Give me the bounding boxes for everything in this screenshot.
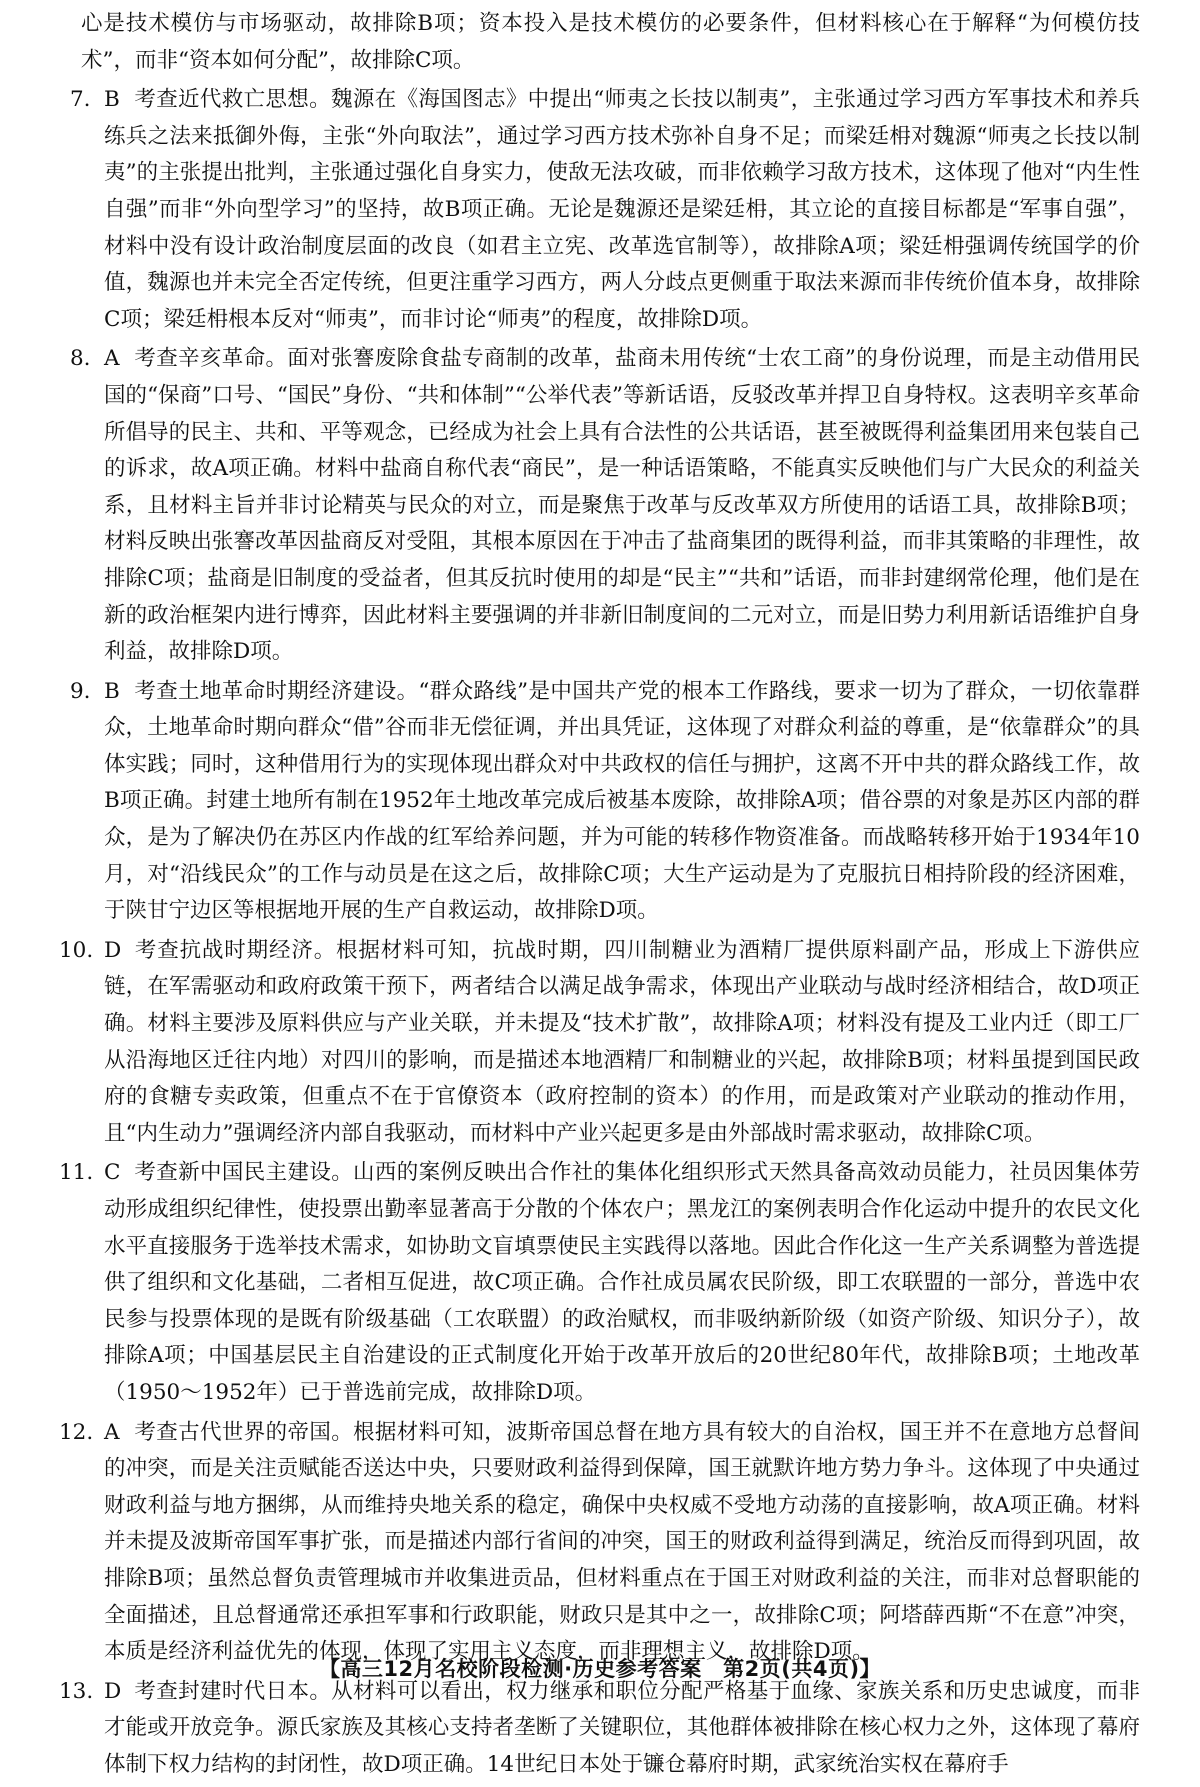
continuation-paragraph: 心是技术模仿与市场驱动，故排除B项；资本投入是技术模仿的必要条件，但材料核心在于解释“为何模仿技术”，而非“资本如何分配”，故排除C项。 bbox=[81, 11, 1140, 73]
answer-item-8 bbox=[70, 341, 1140, 670]
item-text: 考查辛亥革命。面对张謇废除食盐专商制的改革，盐商未用传统“士农工商”的身份说理，而是主动借用民国的“保商”口号、“国民”身份、“共和体制”“公举代表”等新话语，反驳改革并捍卫自身特权。这表明辛亥革命所倡导的民主、共和、平等观念，已经成为社会上具有合法性的公共话语，甚至被既得利益集团用来包装自己的诉求，故A项正确。材料中盐商自称代表“商民”，是一种话语策略，不能真实反映他们与广大民众的利益关系，且材料主旨并非讨论精英与民众的对立，而是聚焦于改革与反改革双方所使用的话语工具，故排除B项；材料反映出张謇改革因盐商反对受阻，其根本原因在于冲击了盐商集团的既得利益，而非其策略的非理性，故排除C项；盐商是旧制度的受益者，但其反抗时使用的却是“民主”“共和”话语，而非封建纲常伦理，他们是在新的政治框架内进行博弈，因此材料主要强调的并非新旧制度间的二元对立，而是旧势力利用新话语维护自身利益，故排除D项。 bbox=[104, 346, 1140, 665]
item-number: 8. bbox=[70, 346, 91, 372]
answer-item-11 bbox=[59, 1155, 1140, 1411]
item-text: 考查土地革命时期经济建设。“群众路线”是中国共产党的根本工作路线，要求一切为了群众，一切依靠群众，土地革命时期向群众“借”谷而非无偿征调，并出具凭证，这体现了对群众利益的尊重，是“依靠群众”的具体实践；同时，这种借用行为的实现体现出群众对中共政权的信任与拥护，这离不开中共的群众路线工作，故B项正确。封建土地所有制在1952年土地改革完成后被基本废除，故排除A项；借谷票的对象是苏区内部的群众，是为了解决仍在苏区内作战的红军给养问题，并为可能的转移作物资准备。而战略转移开始于1934年10月，对“沿线民众”的工作与动员是在这之后，故排除C项；大生产运动是为了克服抗日相持阶段的经济困难，于陕甘宁边区等根据地开展的生产自救运动，故排除D项。 bbox=[104, 678, 1140, 924]
answer-item-10 bbox=[59, 933, 1140, 1153]
item-answer: C bbox=[104, 1160, 121, 1186]
item-number: 11. bbox=[59, 1160, 94, 1186]
answer-item-13 bbox=[59, 1674, 1140, 1784]
item-number: 9. bbox=[70, 678, 91, 704]
answer-item-12 bbox=[59, 1415, 1140, 1671]
item-text: 考查抗战时期经济。根据材料可知，抗战时期，四川制糖业为酒精厂提供原料副产品，形成上下游供应链，在军需驱动和政府政策干预下，两者结合以满足战争需求，体现出产业联动与战时经济相结合，故D项正确。材料主要涉及原料供应与产业关联，并未提及“技术扩散”，故排除A项；材料没有提及工业内迁（即工厂从沿海地区迁往内地）对四川的影响，而是描述本地酒精厂和制糖业的兴起，故排除B项；材料虽提到国民政府的食糖专卖政策，但重点不在于官僚资本（政府控制的资本）的作用，而是政策对产业联动的推动作用，且“内生动力”强调经济内部自我驱动，而材料中产业兴起更多是由外部战时需求驱动，故排除C项。 bbox=[104, 937, 1140, 1146]
item-answer: B bbox=[104, 678, 120, 704]
page-footer: 【高三12月名校阶段检测·历史参考答案 第2页(共4页)】 bbox=[318, 1657, 882, 1681]
answer-content bbox=[59, 6, 1140, 1787]
item-text: 考查封建时代日本。从材料可以看出，权力继承和职位分配严格基于血缘、家族关系和历史忠诚度，而非才能或开放竞争。源氏家族及其核心支持者垄断了关键职位，其他群体被排除在核心权力之外，这体现了幕府体制下权力结构的封闭性，故D项正确。14世纪日本处于镰仓幕府时期，武家统治实权在幕府手 bbox=[104, 1678, 1140, 1777]
item-explanation bbox=[104, 82, 1140, 338]
item-answer: B bbox=[104, 87, 120, 113]
item-explanation bbox=[104, 1415, 1140, 1671]
item-explanation bbox=[104, 933, 1140, 1153]
item-number: 10. bbox=[59, 937, 94, 963]
item-text: 考查古代世界的帝国。根据材料可知，波斯帝国总督在地方具有较大的自治权，国王并不在意地方总督间的冲突，而是关注贡赋能否送达中央，只要财政利益得到保障，国王就默许地方势力争斗。这体现了中央通过财政利益与地方捆绑，从而维持央地关系的稳定，确保中央权威不受地方动荡的直接影响，故A项正确。材料并未提及波斯帝国军事扩张，而是描述内部行省间的冲突，国王的财政利益得到满足，统治反而得到巩固，故排除B项；虽然总督负责管理城市并收集进贡品，但材料重点在于国王对财政利益的关注，而非对总督职能的全面描述，且总督通常还承担军事和行政职能，财政只是其中之一，故排除C项；阿塔薛西斯“不在意”冲突，本质是经济利益优先的体现，体现了实用主义态度，而非理想主义，故排除D项。 bbox=[104, 1419, 1140, 1665]
item-explanation bbox=[104, 341, 1140, 670]
answer-item-9 bbox=[70, 674, 1140, 930]
item-answer: A bbox=[104, 1419, 120, 1445]
item-answer: D bbox=[104, 937, 122, 963]
item-explanation bbox=[104, 674, 1140, 930]
answer-item-7 bbox=[70, 82, 1140, 338]
item-number: 13. bbox=[59, 1678, 94, 1704]
item-text: 考查新中国民主建设。山西的案例反映出合作社的集体化组织形式天然具备高效动员能力，社员因集体劳动形成组织纪律性，使投票出勤率显著高于分散的个体农户；黑龙江的案例表明合作化运动中提升的农民文化水平直接服务于选举技术需求，如协助文盲填票使民主实践得以落地。因此合作化这一生产关系调整为普选提供了组织和文化基础，二者相互促进，故C项正确。合作社成员属农民阶级，即工农联盟的一部分，普选中农民参与投票体现的是既有阶级基础（工农联盟）的政治赋权，而非吸纳新阶级（如资产阶级、知识分子），故排除A项；中国基层民主自治建设的正式制度化开始于改革开放后的20世纪80年代，故排除B项；土地改革（1950～1952年）已于普选前完成，故排除D项。 bbox=[104, 1160, 1140, 1405]
item-text: 考查近代救亡思想。魏源在《海国图志》中提出“师夷之长技以制夷”，主张通过学习西方军事技术和养兵练兵之法来抵御外侮，主张“外向取法”，通过学习西方技术弥补自身不足；而梁廷枏对魏源“师夷之长技以制夷”的主张提出批判，主张通过强化自身实力，使敌无法攻破，而非依赖学习敌方技术，这体现了他对“内生性自强”而非“外向型学习”的坚持，故B项正确。无论是魏源还是梁廷枏，其立论的直接目标都是“军事自强”，材料中没有设计政治制度层面的改良（如君主立宪、改革选官制等），故排除A项；梁廷枏强调传统国学的价值，魏源也并未完全否定传统，但更注重学习西方，两人分歧点更侧重于取法来源而非传统价值本身，故排除C项；梁廷枏根本反对“师夷”，而非讨论“师夷”的程度，故排除D项。 bbox=[104, 87, 1140, 332]
item-answer: D bbox=[104, 1678, 122, 1704]
item-number: 7. bbox=[70, 87, 91, 113]
item-number: 12. bbox=[59, 1419, 94, 1445]
item-answer: A bbox=[104, 346, 120, 372]
item-explanation bbox=[104, 1155, 1140, 1411]
item-explanation bbox=[104, 1674, 1140, 1784]
